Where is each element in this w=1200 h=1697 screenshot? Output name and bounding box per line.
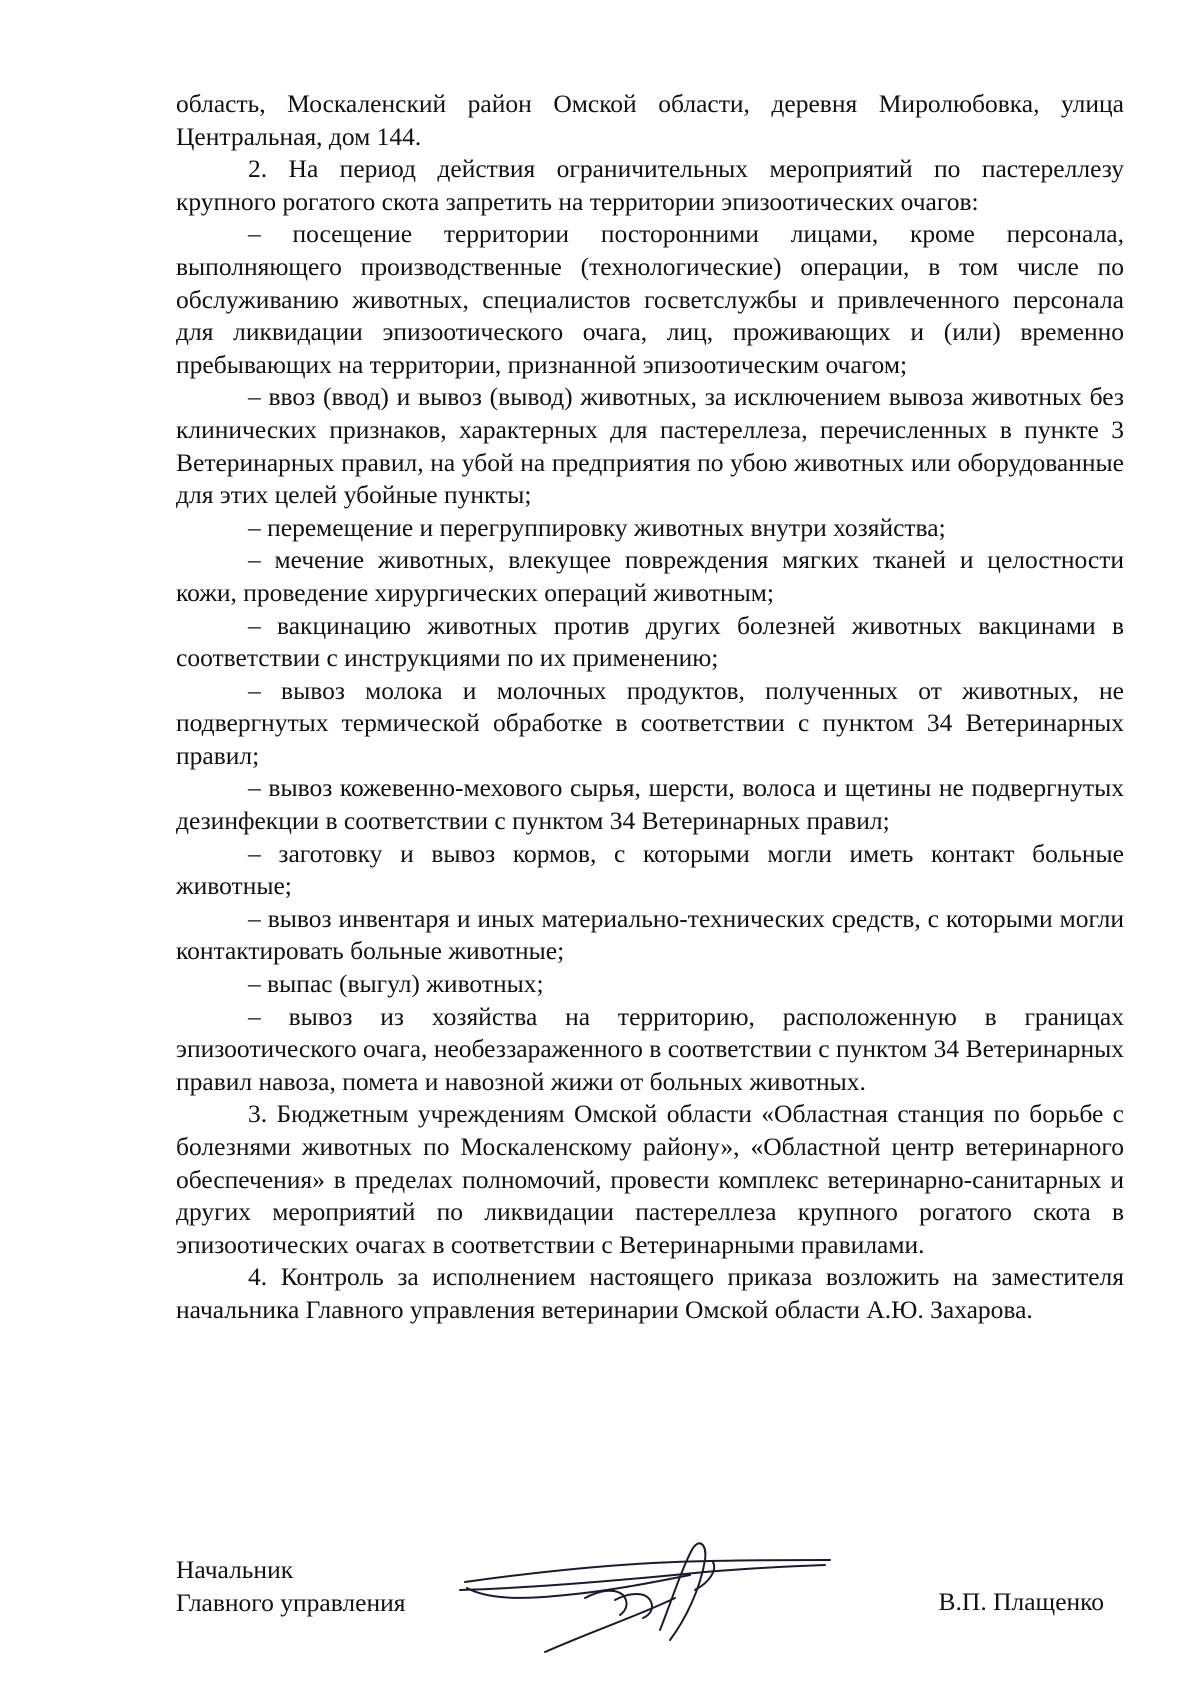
paragraph-item-3: 3. Бюджетным учреждениям Омской области «Областная станция по борьбе с болезнями животных по Москаленскому району», «Областной центр ветеринарного обеспечения» в пределах полномочий, провести комплекс ветеринарно-санитарных и других мероприятий по ликвидации пастереллеза крупного рогатого скота в эпизоотических очагах в соответствии с Ветеринарными правилами.: [176, 1099, 1124, 1259]
paragraph-address-continuation: область, Москаленский район Омской области, деревня Миролюбовка, улица Центральная, дом 144.: [176, 89, 1124, 151]
restriction-item-feed: – заготовку и вывоз кормов, с которыми могли иметь контакт больные животные;: [176, 838, 1124, 901]
restriction-item-vaccination: – вакцинацию животных против других болезней животных вакцинами в соответствии с инструкциями по их применению;: [176, 610, 1124, 673]
signer-position-line2: Главного управления: [176, 1587, 406, 1617]
document-body: [176, 88, 1124, 1327]
signer-position: [176, 1554, 406, 1619]
restriction-item-regrouping: – перемещение и перегруппировку животных внутри хозяйства;: [248, 512, 946, 542]
signer-position-line1: Начальник: [176, 1555, 294, 1584]
restriction-item-marking: – мечение животных, влекущее повреждения мягких тканей и целостности кожи, проведение хирургических операций животным;: [176, 545, 1124, 607]
restriction-item-grazing: – выпас (выгул) животных;: [248, 969, 544, 999]
handwritten-signature: [455, 1520, 855, 1670]
restriction-item-manure: – вывоз из хозяйства на территорию, расположенную в границах эпизоотического очага, необеззараженного в соответствии с пунктом 34 Ветеринарных правил навоза, помета и навозной жижи от больных животных.: [176, 1001, 1124, 1096]
restriction-item-import-export: – ввоз (ввод) и вывоз (вывод) животных, за исключением вывоза животных без клинических признаков, характерных для пастереллеза, перечисленных в пункте 3 Ветеринарных правил, на убой на предприятия по убою животных или оборудованные для этих целей убойные пункты;: [176, 382, 1124, 510]
restriction-item-raw-materials: – вывоз кожевенно-мехового сырья, шерсти, волоса и щетины не подвергнутых дезинфекции в соответствии с пунктом 34 Ветеринарных правил;: [176, 773, 1124, 836]
restriction-item-milk: – вывоз молока и молочных продуктов, полученных от животных, не подвергнутых термической обработке в соответствии с пунктом 34 Ветеринарных правил;: [176, 675, 1124, 770]
signer-name: В.П. Плащенко: [938, 1587, 1104, 1616]
restriction-item-visits: – посещение территории посторонними лицами, кроме персонала, выполняющего производственные (технологические) операции, в том числе по обслуживанию животных, специалистов госветслужбы и привлеченного персонала для ликвидации эпизоотического очага, лиц, проживающих и (или) временно пребывающих на территории, признанной эпизоотическим очагом;: [176, 219, 1124, 379]
restriction-item-inventory: – вывоз инвентаря и иных материально-технических средств, с которыми могли контактировать больные животные;: [176, 903, 1124, 966]
paragraph-item-2: 2. На период действия ограничительных мероприятий по пастереллезу крупного рогатого скота запретить на территории эпизоотических очагов:: [176, 154, 1124, 216]
paragraph-item-4: 4. Контроль за исполнением настоящего приказа возложить на заместителя начальника Главного управления ветеринарии Омской области А.Ю. Захарова.: [176, 1262, 1124, 1324]
